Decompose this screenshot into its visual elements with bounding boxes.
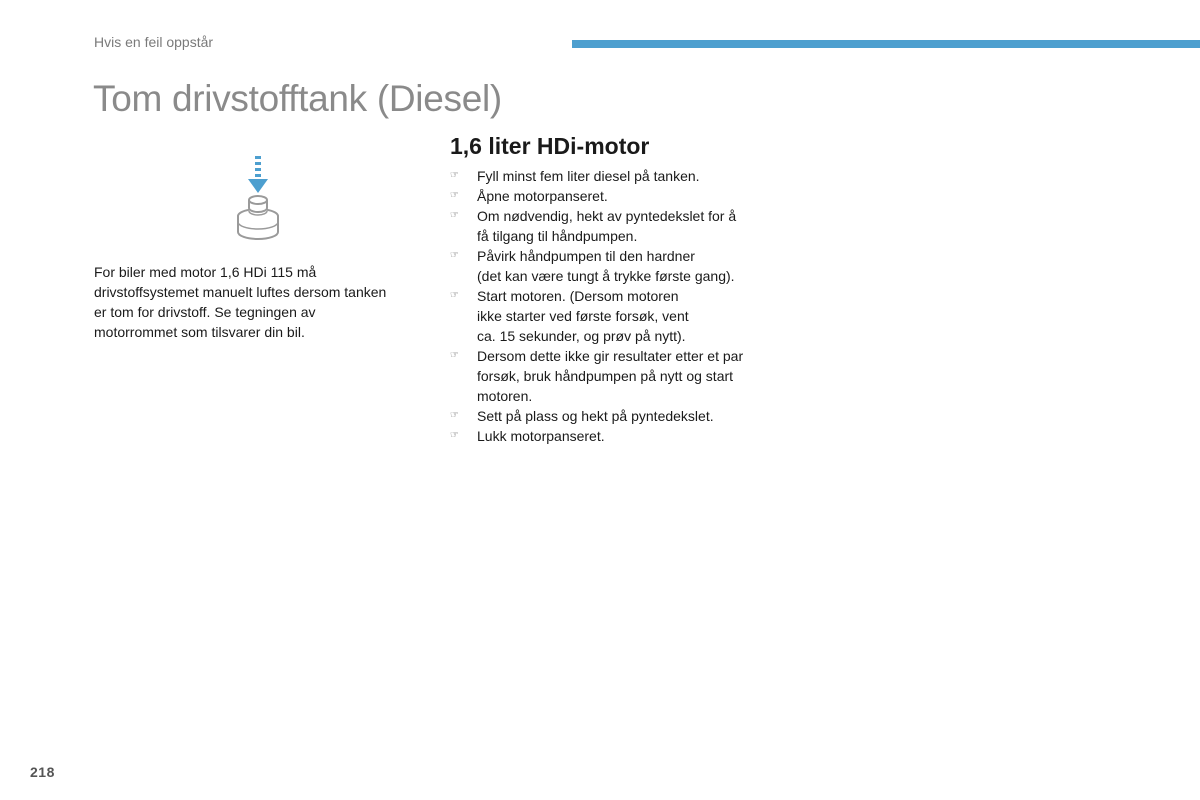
header-accent-bar [572,40,1200,48]
list-item [450,346,780,406]
list-item [450,426,780,446]
section-heading: 1,6 liter HDi-motor [450,133,650,159]
step-text: Sett på plass og hekt på pyntedekslet. [477,408,714,424]
list-item [450,406,780,426]
list-item [450,206,780,246]
intro-paragraph: For biler med motor 1,6 HDi 115 må drivstoffsystemet manuelt luftes dersom tanken er tom for drivstoff. Se tegningen av motorrommet som tilsvarer din bil. [94,264,387,340]
pointing-hand-icon: ☞ [450,430,459,441]
step-text: Start motoren. (Dersom motoren ikke starter ved første forsøk, vent ca. 15 sekunder, og prøv på nytt). [477,288,689,344]
list-item [450,286,780,346]
page-number: 218 [30,764,55,780]
step-text: Fyll minst fem liter diesel på tanken. [477,168,700,184]
pointing-hand-icon: ☞ [450,210,459,221]
pointing-hand-icon: ☞ [450,250,459,261]
pointing-hand-icon: ☞ [450,190,459,201]
hand-pump-icon [232,154,284,244]
list-item [450,166,780,186]
step-text: Lukk motorpanseret. [477,428,605,444]
page-title: Tom drivstofftank (Diesel) [93,78,502,119]
header-section-title: Hvis en feil oppstår [94,34,214,50]
list-item [450,186,780,206]
step-text: Åpne motorpanseret. [477,188,608,204]
pointing-hand-icon: ☞ [450,290,459,301]
step-text: Om nødvendig, hekt av pyntedekslet for å få tilgang til håndpumpen. [477,208,737,244]
step-text: Påvirk håndpumpen til den hardner (det kan være tungt å trykke første gang). [477,248,735,284]
list-item [450,246,780,286]
step-list [450,166,780,446]
pointing-hand-icon: ☞ [450,410,459,421]
step-text: Dersom dette ikke gir resultater etter et par forsøk, bruk håndpumpen på nytt og start motoren. [477,348,744,404]
pointing-hand-icon: ☞ [450,350,459,361]
pointing-hand-icon: ☞ [450,170,459,181]
